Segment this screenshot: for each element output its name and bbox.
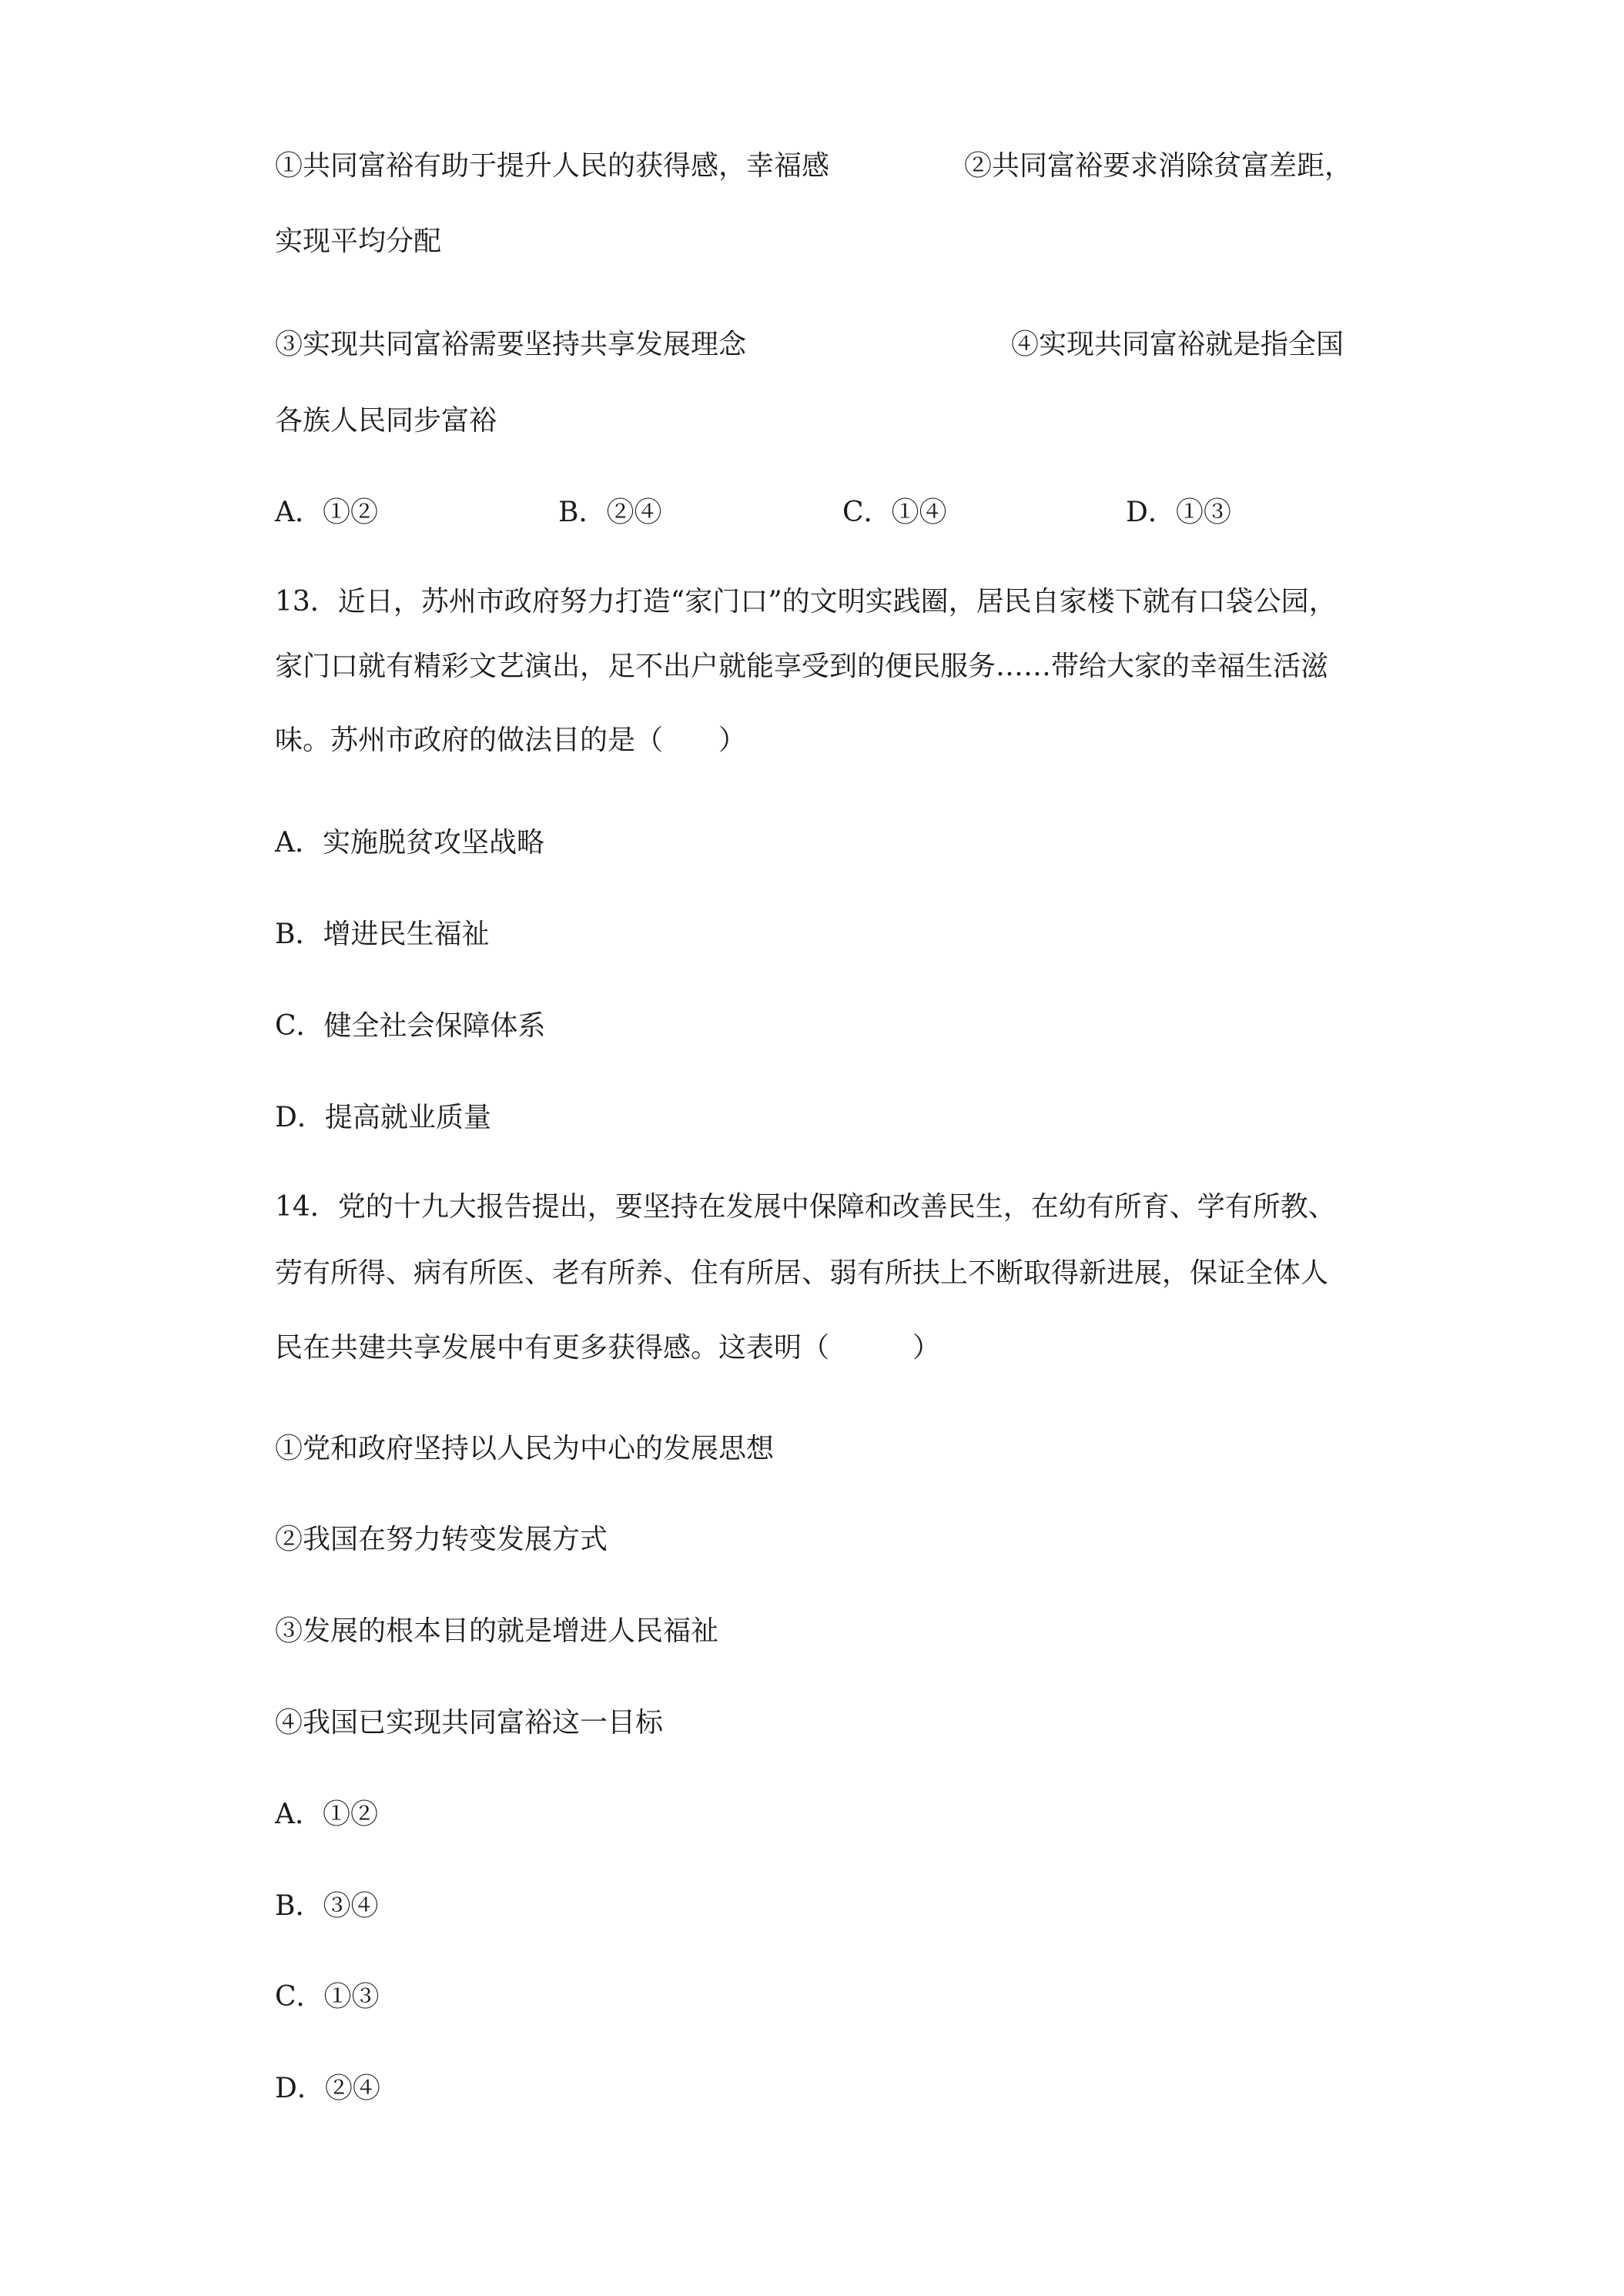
option-a: A．①② xyxy=(275,497,378,528)
statement-2-continued: 实现平均分配 xyxy=(275,226,442,257)
option-b: B．②④ xyxy=(558,497,662,528)
question-14-line-3: 民在共建共享发展中有更多获得感。这表明（ ） xyxy=(275,1332,941,1364)
question-13-line-1: 13．近日，苏州市政府努力打造“家门口”的文明实践圈，居民自家楼下就有口袋公园， xyxy=(275,586,1337,618)
statement-4-continued: 各族人民同步富裕 xyxy=(275,405,497,437)
statement-4: ④实现共同富裕就是指全国 xyxy=(1011,329,1344,360)
statement-1: ①共同富裕有助于提升人民的获得感，幸福感 xyxy=(275,150,830,182)
statement-4: ④我国已实现共同富裕这一目标 xyxy=(275,1707,664,1739)
statement-3: ③实现共同富裕需要坚持共享发展理念 xyxy=(275,329,747,360)
option-c: C．①④ xyxy=(842,497,947,528)
statement-3: ③发展的根本目的就是增进人民福祉 xyxy=(275,1615,719,1647)
option-c: C．①③ xyxy=(275,1981,380,2013)
option-b: B．③④ xyxy=(275,1890,379,1922)
option-a: A．①② xyxy=(275,1799,378,1830)
option-d: D．提高就业质量 xyxy=(275,1102,491,1133)
option-d: D．①③ xyxy=(1126,497,1231,528)
option-c: C．健全社会保障体系 xyxy=(275,1010,546,1042)
question-13-line-2: 家门口就有精彩文艺演出，足不出户就能享受到的便民服务……带给大家的幸福生活滋 xyxy=(275,651,1329,682)
statement-2: ②我国在努力转变发展方式 xyxy=(275,1524,608,1555)
question-14-line-2: 劳有所得、病有所医、老有所养、住有所居、弱有所扶上不断取得新进展，保证全体人 xyxy=(275,1257,1329,1289)
statement-2: ②共同富裕要求消除贫富差距， xyxy=(964,150,1353,182)
option-a: A．实施脱贫攻坚战略 xyxy=(275,827,544,858)
option-d: D．②④ xyxy=(275,2073,380,2104)
question-14-line-1: 14．党的十九大报告提出，要坚持在发展中保障和改善民生，在幼有所育、学有所教、 xyxy=(275,1191,1336,1223)
statement-1: ①党和政府坚持以人民为中心的发展思想 xyxy=(275,1433,775,1464)
option-b: B．增进民生福祉 xyxy=(275,919,490,950)
question-13-line-3: 味。苏州市政府的做法目的是（ ） xyxy=(275,725,747,756)
